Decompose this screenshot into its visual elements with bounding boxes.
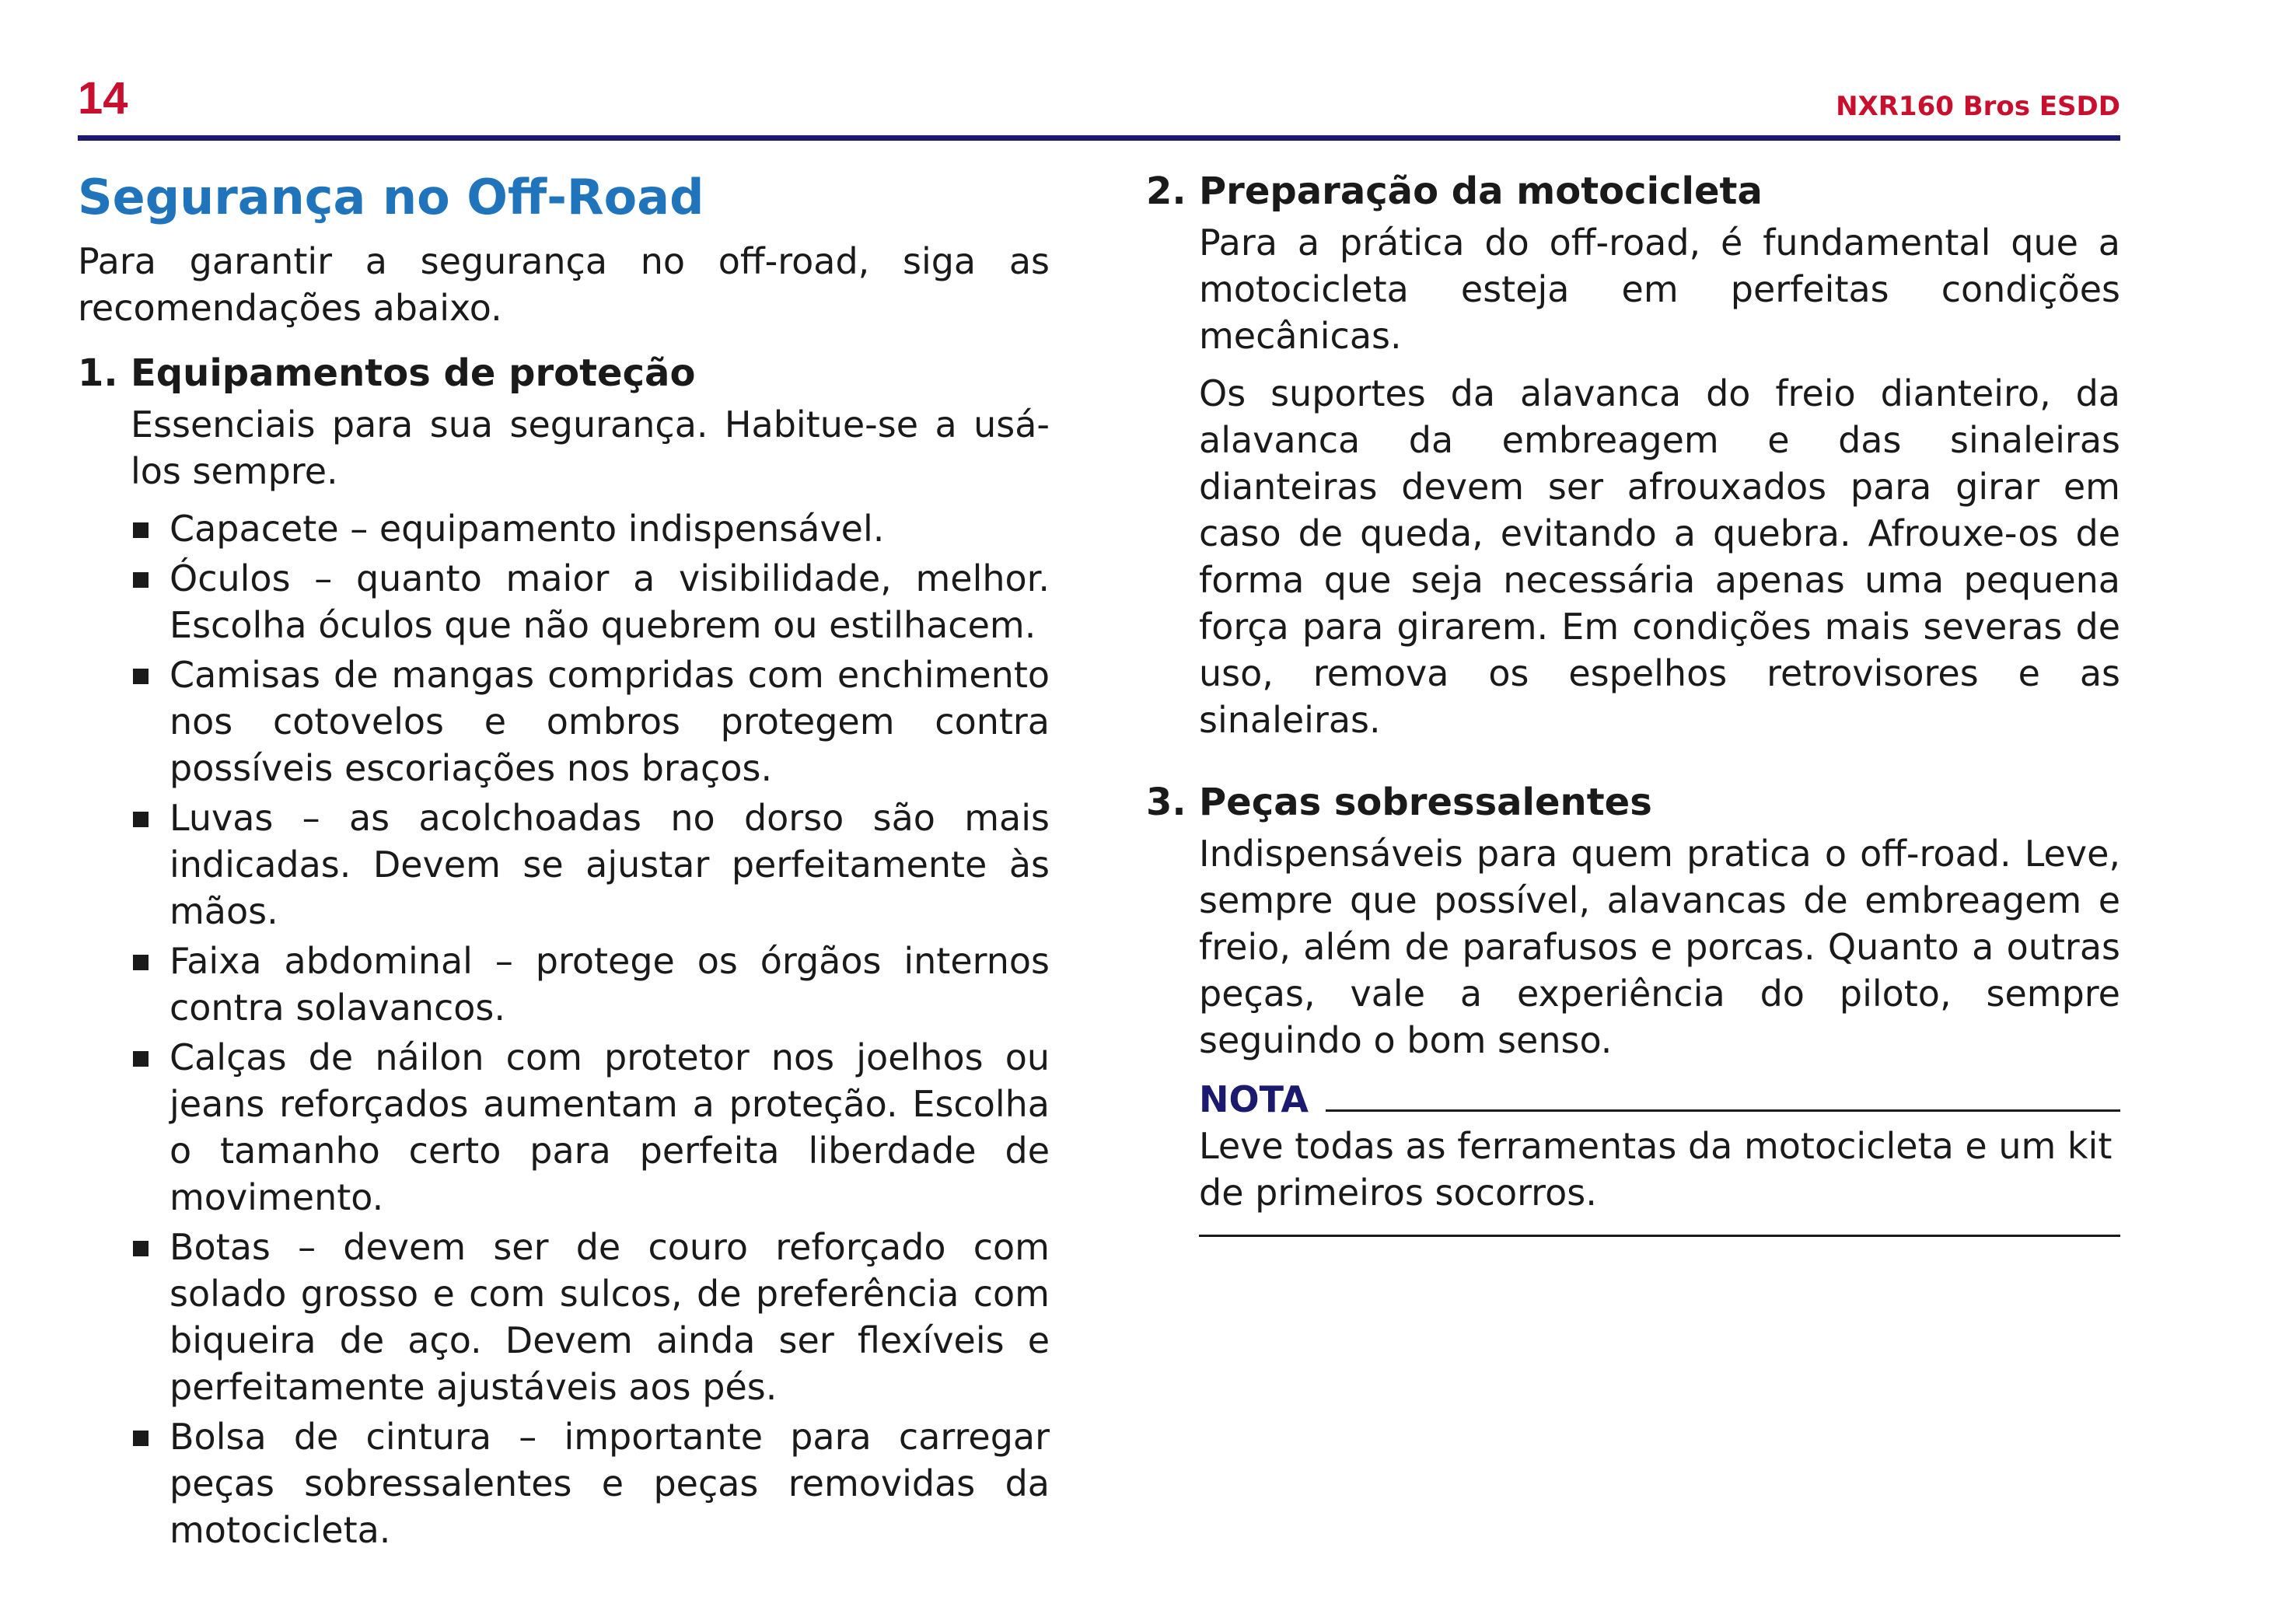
item-1-number: 1. [78, 351, 118, 395]
left-column [78, 166, 1050, 1556]
page-number: 14 [78, 73, 128, 124]
list-item [131, 555, 1050, 648]
item-2-paragraph-1: Para a prática do off-road, é fundamental que a motocicleta esteja em perfeitas condições mecânicas. [1199, 222, 2120, 357]
list-item [131, 938, 1050, 1031]
header-divider [78, 135, 2120, 141]
note-heading [1199, 1076, 2120, 1123]
header-model-name: NXR160 Bros ESDD [1836, 91, 2120, 122]
list-item-text: Capacete – equipamento indispensável. [169, 508, 885, 550]
list-item-text: Faixa abdominal – protege os órgãos internos contra solavancos. [169, 940, 1050, 1029]
list-item-text: Bolsa de cintura – importante para carregar peças sobressalentes e peças removidas da motocicleta. [169, 1416, 1050, 1551]
list-item [131, 795, 1050, 935]
intro-paragraph: Para garantir a segurança no off-road, siga as recomendações abaixo. [78, 240, 1050, 329]
item-2-heading [1146, 166, 2120, 216]
bullet-square-icon [133, 669, 149, 684]
note-text: Leve todas as ferramentas da motocicleta e um kit de primeiros socorros. [1199, 1125, 2113, 1214]
item-3-number: 3. [1146, 781, 1186, 824]
item-2-title: Preparação da motocicleta [1199, 169, 1763, 213]
list-item-text: Calças de náilon com protetor nos joelhos ou jeans reforçados aumentam a proteção. Escolha o tamanho certo para perfeita liberdade de movimento. [169, 1036, 1050, 1218]
item-1-heading [78, 348, 1050, 398]
list-item [131, 1224, 1050, 1410]
right-column [1146, 166, 2120, 1237]
list-item [131, 1413, 1050, 1553]
item-3-heading [1146, 777, 2120, 827]
list-item-text: Botas – devem ser de couro reforçado com solado grosso e com sulcos, de preferência com biqueira de aço. Devem ainda ser flexíveis e perfeitamente ajustáveis aos pés. [169, 1226, 1050, 1408]
list-item-text: Óculos – quanto maior a visibilidade, melhor. Escolha óculos que não quebrem ou estilhacem. [169, 557, 1050, 646]
item-3-body: Indispensáveis para quem pratica o off-road. Leve, sempre que possível, alavancas de embreagem e freio, além de parafusos e porcas. Quanto a outras peças, vale a experiência do piloto, sempre seguindo o bom senso. [1199, 833, 2120, 1061]
bullet-square-icon [133, 955, 149, 970]
bullet-square-icon [133, 1431, 149, 1446]
note-label: NOTA [1199, 1078, 1309, 1120]
note-top-rule [1326, 1109, 2120, 1112]
section-title: Segurança no Off-Road [78, 169, 704, 225]
list-item-text: Luvas – as acolchoadas no dorso são mais indicadas. Devem se ajustar perfeitamente às mãos. [169, 797, 1050, 932]
item-2-paragraph-2: Os suportes da alavanca do freio dianteiro, da alavanca da embreagem e das sinaleiras dianteiras devem ser afrouxados para girar em caso de queda, evitando a quebra. Afrouxe-os de forma que seja necessária apenas uma pequena força para girarem. Em condições mais severas de uso, remova os espelhos retrovisores e as sinaleiras. [1199, 372, 2120, 741]
bullet-square-icon [133, 522, 149, 538]
note-bottom-rule [1199, 1235, 2120, 1237]
list-item [131, 652, 1050, 791]
item-1-body: Essenciais para sua segurança. Habitue-se a usá-los sempre. [131, 403, 1050, 492]
bullet-square-icon [133, 1051, 149, 1067]
note-box [1199, 1076, 2120, 1237]
item-1-title: Equipamentos de proteção [131, 351, 696, 395]
item-3-title: Peças sobressalentes [1199, 781, 1652, 824]
bullet-square-icon [133, 812, 149, 827]
list-item [131, 1034, 1050, 1221]
bullet-square-icon [133, 572, 149, 588]
equipment-list [131, 505, 1050, 1553]
list-item [131, 505, 1050, 552]
item-2-number: 2. [1146, 169, 1186, 213]
bullet-square-icon [133, 1241, 149, 1256]
list-item-text: Camisas de mangas compridas com enchimento nos cotovelos e ombros protegem contra possíveis escoriações nos braços. [169, 654, 1050, 789]
